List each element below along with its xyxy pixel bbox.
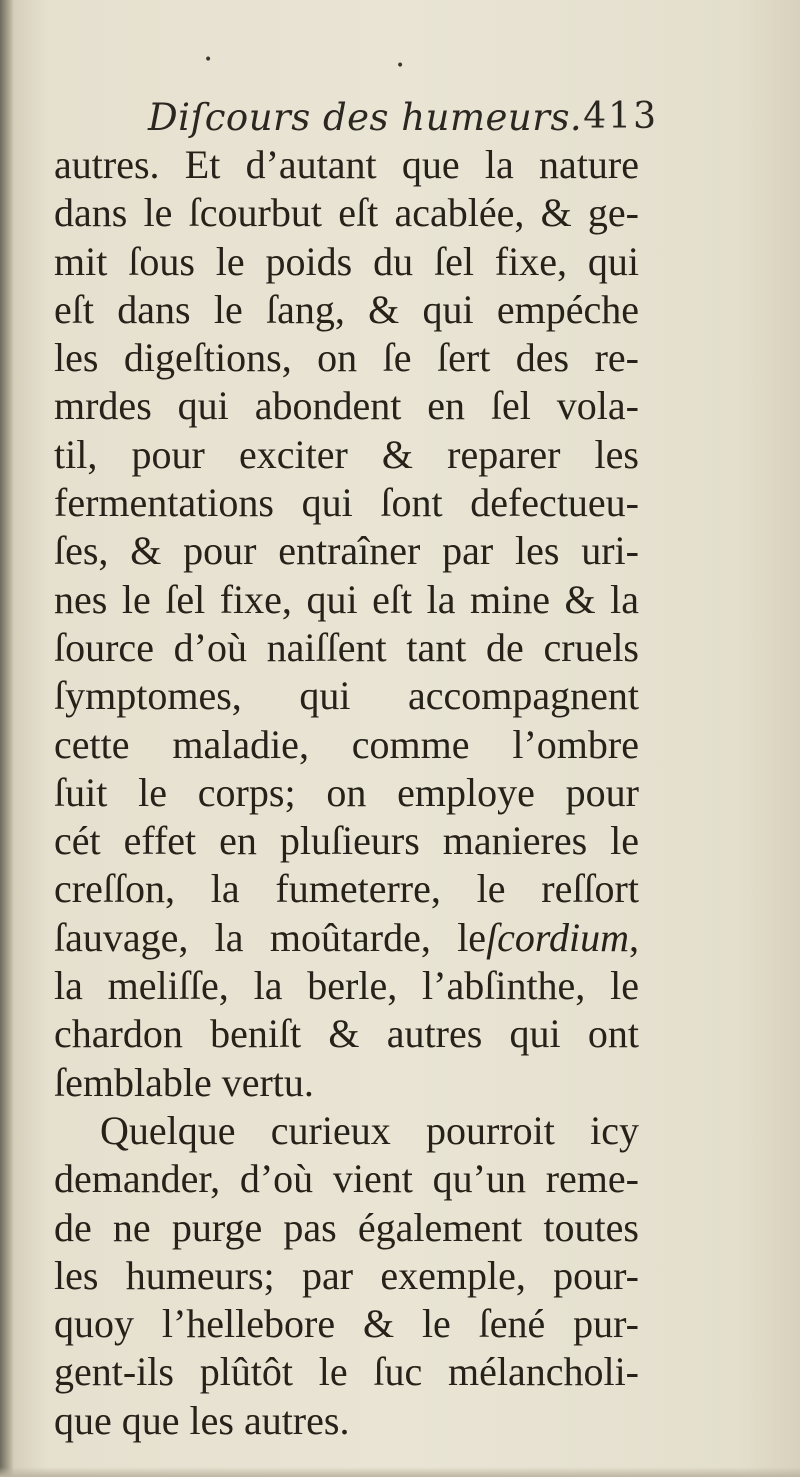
text-line: til, pour exciter & reparer les — [54, 431, 639, 477]
paragraph-start-line: Quelque curieux pourroit icy — [100, 1107, 639, 1153]
text-line: cét effet en pluſieurs manieres le — [54, 818, 639, 864]
text-segment: le — [457, 914, 487, 960]
page-number: 413 — [583, 96, 658, 137]
page-header — [148, 96, 658, 146]
ink-speck: • — [396, 58, 405, 74]
text-line: quoy l’hellebore & le ſené pur- — [54, 1301, 639, 1347]
text-line: chardon beniſt & autres qui ont — [54, 1011, 639, 1057]
running-head: Diſcours des humeurs. — [148, 96, 583, 139]
text-line: mit ſous le poids du ſel fixe, qui — [54, 238, 639, 284]
page-bottom-edge — [0, 1467, 800, 1477]
text-line: que que les autres. — [54, 1397, 350, 1443]
text-line: ſource d’où naiſſent tant de cruels — [54, 624, 639, 670]
text-line: cette maladie, comme l’ombre — [54, 721, 639, 767]
text-line: les digeſtions, on ſe ſert des re- — [54, 335, 639, 381]
text-line: creſſon, la fumeterre, le reſſort — [54, 866, 639, 912]
text-line: gent-ils plûtôt le ſuc mélancholi- — [54, 1349, 639, 1395]
text-line: ſymptomes, qui accompagnent — [54, 673, 639, 719]
text-line: la meliſſe, la berle, l’abſinthe, le — [54, 963, 639, 1009]
text-line: autres. Et d’autant que la nature — [54, 142, 639, 187]
text-segment: , — [629, 914, 640, 960]
italic-term: ſcordium — [486, 914, 630, 960]
text-line: de ne purge pas également toutes — [54, 1204, 639, 1250]
text-line: dans le ſcourbut eſt acablée, & ge- — [54, 190, 639, 236]
text-line: les humeurs; par exemple, pour- — [54, 1252, 639, 1298]
body-text — [54, 141, 639, 1445]
text-line: fermentations qui ſont defectueu- — [54, 480, 639, 526]
text-line: ſes, & pour entraîner par les uri- — [54, 528, 639, 574]
binding-shadow — [0, 0, 14, 1477]
text-line: eſt dans le ſang, & qui empéche — [54, 286, 639, 332]
ink-speck: • — [204, 52, 213, 68]
text-line: demander, d’où vient qu’un reme- — [54, 1156, 639, 1202]
text-segment: ſauvage, la moûtarde, — [54, 914, 431, 960]
text-line: ſuit le corps; on employe pour — [54, 769, 639, 815]
text-line-with-italic — [54, 914, 639, 962]
text-line: mrdes qui abondent en ſel vola- — [54, 383, 639, 429]
text-line: ſemblable vertu. — [54, 1059, 314, 1105]
text-line: nes le ſel fixe, qui eſt la mine & la — [54, 576, 639, 622]
